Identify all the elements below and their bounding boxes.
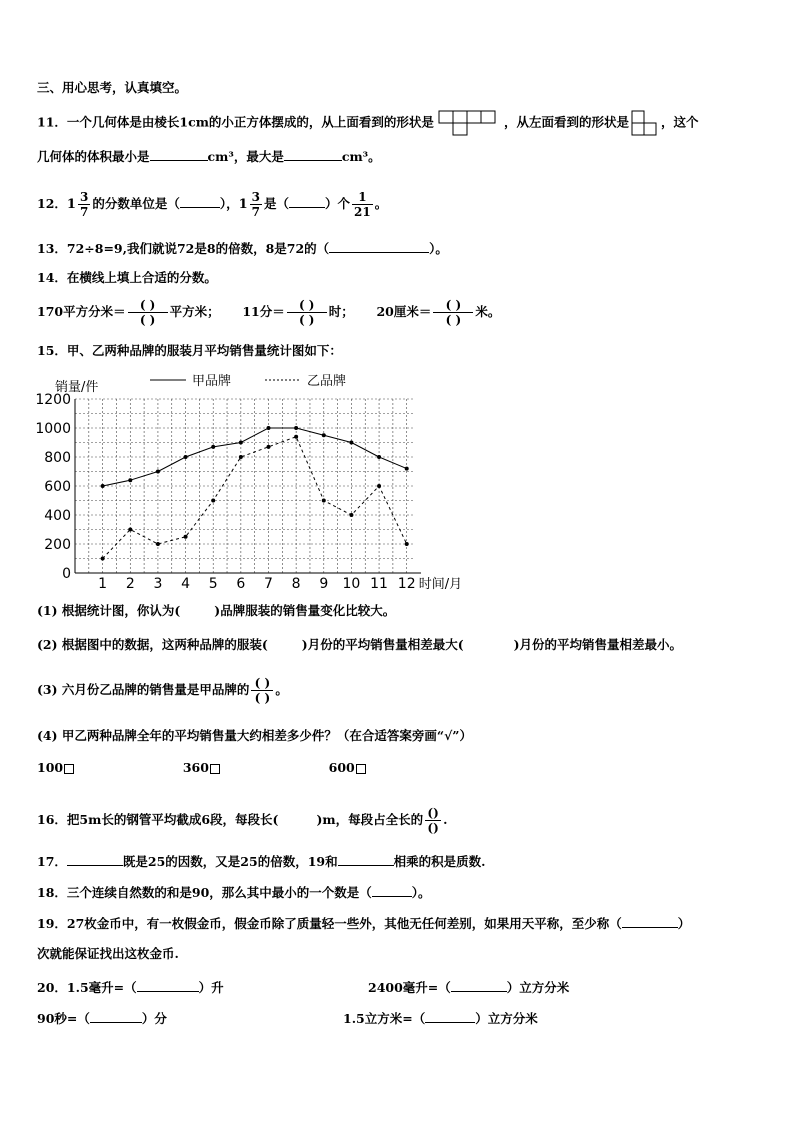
legend-label: 乙品牌 — [307, 374, 347, 389]
data-point — [405, 467, 409, 471]
chart-grid — [75, 399, 415, 573]
y-tick-label: 600 — [44, 479, 71, 495]
question-19-line-1: 19．27枚金币中，有一枚假金币，假金币除了质量轻一些外，其他无任何差别，如果用天平称，至少称（ ） — [37, 916, 691, 931]
question-17: 17． 既是25的因数，又是25的倍数，19和 相乘的积是质数. — [37, 854, 486, 869]
y-axis-label: 销量/件 — [55, 380, 99, 395]
answer-blank-unit[interactable] — [180, 195, 220, 208]
data-point — [156, 542, 160, 546]
y-tick-label: 200 — [44, 537, 71, 553]
data-point — [377, 484, 381, 488]
data-point — [266, 426, 270, 430]
question-18: 18．三个连续自然数的和是90，那么其中最小的一个数是（ ）。 — [37, 885, 431, 900]
x-tick-label: 8 — [291, 576, 301, 592]
x-axis-label: 时间/月 — [418, 577, 463, 592]
data-point — [239, 455, 243, 459]
fraction: $\frac{3}{7}$ — [251, 190, 260, 219]
data-point — [156, 470, 160, 474]
answer-blank-cubic-dm-1[interactable] — [451, 979, 507, 992]
y-tick-label: 400 — [44, 508, 71, 524]
y-tick-label: 0 — [62, 566, 71, 582]
x-tick-label: 6 — [236, 576, 246, 592]
answer-blank-prime[interactable] — [338, 853, 394, 866]
data-point — [294, 426, 298, 430]
checkbox-icon — [64, 764, 74, 774]
x-tick-label: 10 — [342, 576, 361, 592]
x-tick-label: 12 — [397, 576, 416, 592]
fraction: $\frac{1}{21}$ — [354, 190, 371, 219]
data-point — [211, 445, 215, 449]
question-20-row-1-right: 2400毫升=（ ）立方分米 — [368, 980, 570, 995]
question-12: 12．1 $\frac{3}{7}$ 的分数单位是（ ），1 $\frac{3}{7}$ 是（ ）个 $\frac{1}{21}$ 。 — [37, 190, 388, 219]
question-15-part-3: (3) 六月份乙品牌的销售量是甲品牌的 $\frac{( )}{( )}$ 。 — [37, 676, 288, 705]
fraction: $\frac{3}{7}$ — [79, 190, 89, 219]
answer-blank-liters[interactable] — [137, 979, 199, 992]
data-point — [184, 535, 188, 539]
data-point — [322, 433, 326, 437]
data-point — [322, 499, 326, 503]
y-tick-label: 800 — [44, 450, 71, 466]
checkbox-icon — [356, 764, 366, 774]
option-100[interactable]: 100 — [37, 760, 74, 775]
data-point — [349, 513, 353, 517]
x-tick-label: 1 — [98, 576, 108, 592]
question-14-title: 14．在横线上填上合适的分数。 — [37, 270, 217, 285]
question-19-line-2: 次就能保证找出这枚金币. — [37, 946, 179, 961]
answer-blank-minutes[interactable] — [90, 1010, 142, 1023]
question-15-part-2: (2) 根据图中的数据，这两种品牌的服装( )月份的平均销售量相差最大( )月份的平均销售量相差最小。 — [37, 637, 683, 652]
data-point — [101, 557, 105, 561]
x-tick-label: 9 — [319, 576, 329, 592]
option-360[interactable]: 360 — [183, 760, 220, 775]
question-15-part-4: (4) 甲乙两种品牌全年的平均销售量大约相差多少件？（在合适答案旁画“√”） — [37, 728, 472, 743]
fraction-blank[interactable]: $\frac{( )}{( )}$ — [251, 676, 273, 705]
sales-line-chart — [30, 370, 470, 595]
answer-blank-smallest[interactable] — [372, 884, 412, 897]
data-point — [211, 499, 215, 503]
x-tick-label: 2 — [125, 576, 135, 592]
top-view-figure — [438, 110, 500, 136]
question-15-part-1: (1) 根据统计图，你认为( )品牌服装的销售量变化比较大。 — [37, 603, 396, 618]
checkbox-icon — [210, 764, 220, 774]
question-14-items: 170平方分米＝ $\frac{( )}{( )}$ 平方米； 11分＝ $\frac{( )}{( )}$ 时； 20厘米＝ $\frac{( )}{( )}$ 米。 — [37, 298, 501, 327]
answer-blank-weighings[interactable] — [622, 915, 678, 928]
fraction-blank[interactable]: $\frac{()}{()}$ — [425, 806, 441, 835]
question-15-title: 15．甲、乙两种品牌的服装月平均销售量统计图如下： — [37, 343, 342, 358]
y-tick-label: 1200 — [35, 392, 71, 408]
chart-labels — [35, 373, 462, 592]
x-tick-label: 3 — [153, 576, 163, 592]
data-point — [266, 445, 270, 449]
left-view-figure — [631, 110, 659, 136]
fraction-blank[interactable]: $\frac{( )}{( )}$ — [433, 298, 473, 327]
question-20-row-2-right: 1.5立方米=（ ）立方分米 — [343, 1011, 538, 1026]
data-point — [377, 455, 381, 459]
question-15-options — [37, 760, 366, 776]
data-point — [349, 441, 353, 445]
data-point — [128, 528, 132, 532]
answer-blank-divisor[interactable] — [329, 240, 429, 253]
answer-blank-max-volume[interactable] — [284, 148, 342, 161]
answer-blank-cubic-dm-2[interactable] — [425, 1010, 475, 1023]
fraction-blank[interactable]: $\frac{( )}{( )}$ — [128, 298, 168, 327]
answer-blank-factor[interactable] — [67, 853, 123, 866]
x-tick-label: 7 — [264, 576, 273, 592]
question-20-row-1: 20．1.5毫升=（ ）升 — [37, 980, 224, 995]
question-11-line-1: 11．一个几何体是由棱长1cm的小正方体摆成的，从上面看到的形状是 ，从左面看到的形状是 ，这个 — [37, 110, 698, 136]
x-tick-label: 11 — [370, 576, 388, 592]
option-600[interactable]: 600 — [329, 760, 366, 775]
data-point — [294, 435, 298, 439]
legend-label: 甲品牌 — [192, 374, 232, 389]
y-tick-label: 1000 — [35, 421, 71, 437]
answer-blank-count[interactable] — [289, 195, 325, 208]
section-title: 三、用心思考，认真填空。 — [37, 80, 188, 95]
question-13: 13．72÷8=9,我们就说72是8的倍数，8是72的（ ）。 — [37, 241, 448, 256]
fraction-blank[interactable]: $\frac{( )}{( )}$ — [287, 298, 327, 327]
data-point — [101, 484, 105, 488]
x-tick-label: 5 — [208, 576, 218, 592]
data-point — [239, 441, 243, 445]
question-11-line-2: 几何体的体积最小是 cm³，最大是 cm³。 — [37, 149, 381, 164]
x-tick-label: 4 — [181, 576, 191, 592]
data-point — [184, 455, 188, 459]
data-point — [405, 542, 409, 546]
answer-blank-min-volume[interactable] — [150, 148, 208, 161]
data-point — [128, 478, 132, 482]
question-20-row-2: 90秒=（ ）分 — [37, 1011, 167, 1026]
question-16: 16．把5m长的钢管平均截成6段，每段长( )m，每段占全长的 $\frac{()}{()}$ . — [37, 806, 448, 835]
